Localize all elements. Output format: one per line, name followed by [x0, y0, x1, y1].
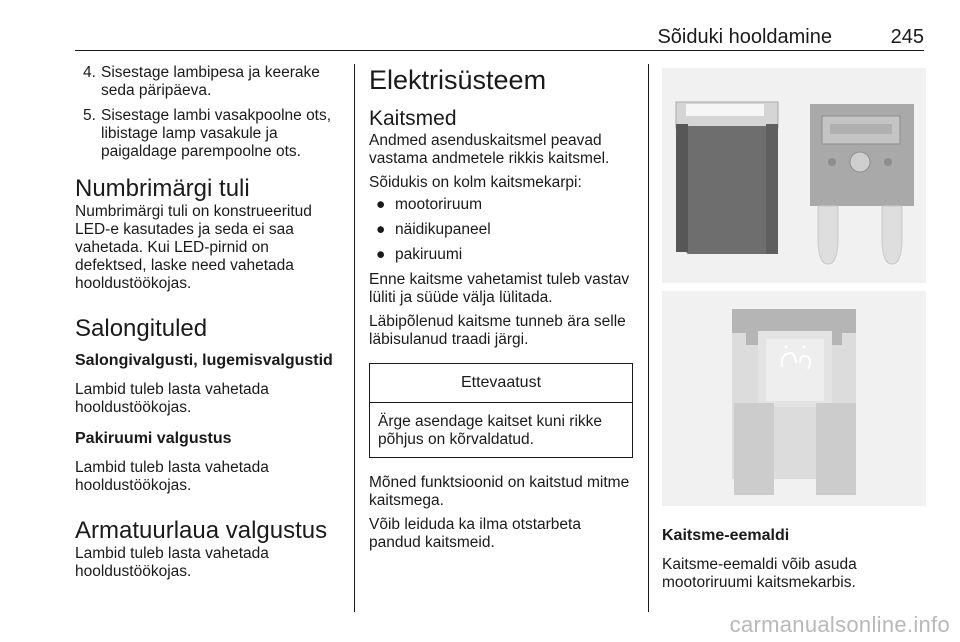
heading-salongituled: Salongituled [75, 315, 208, 342]
page-number: 245 [890, 26, 924, 48]
column-middle [369, 64, 635, 552]
section-title: Sõiduki hooldamine [657, 26, 832, 48]
steps-list [75, 64, 343, 161]
warning-text: Ärge asendage kaitset kuni rikke põhjus on kõrvaldatud. [378, 413, 603, 448]
heading-kaitsmed: Kaitsmed [369, 107, 457, 130]
column-left [75, 64, 343, 581]
subheading-pakiruumi: Pakiruumi valgustus [75, 430, 232, 447]
subheading-salongivalgusti: Salongivalgusti, lugemisvalgustid [75, 352, 333, 369]
paragraph: Lambid tuleb lasta vahetada hooldustöökojas. [75, 459, 269, 494]
paragraph: Sõidukis on kolm kaitsmekarpi: [369, 174, 582, 191]
list-item: ● näidikupaneel [376, 221, 491, 238]
heading-kaitsme-eemaldi: Kaitsme-eemaldi [662, 527, 790, 544]
heading-elektrisusteem: Elektrisüsteem [369, 65, 547, 95]
fusebox-list [369, 196, 635, 264]
paragraph: Kaitsme-eemaldi võib asuda mootoriruumi kaitsmekarbis. [662, 556, 857, 591]
paragraph: Võib leiduda ka ilma otstarbeta pandud kaitsmeid. [369, 516, 581, 551]
watermark: carmanualsonline.info [729, 612, 950, 637]
heading-numbrimargi: Numbrimärgi tuli [75, 175, 250, 202]
warning-title: Ettevaatust [370, 364, 632, 403]
paragraph: Mõned funktsioonid on kaitstud mitme kaitsmega. [369, 474, 630, 509]
list-item: 4. Sisestage lambipesa ja keerake seda päripäeva. [83, 64, 320, 99]
mini-fuse-illustration [810, 104, 914, 264]
paragraph: Lambid tuleb lasta vahetada hooldustöökojas. [75, 381, 269, 416]
paragraph: Andmed asenduskaitsmel peavad vastama andmetele rikkis kaitsmel. [369, 132, 610, 167]
page-header [75, 22, 924, 51]
fuse-types-illustration [662, 68, 926, 283]
list-item: 5. Sisestage lambi vasakpoolne ots, libistage lamp vasakule ja paigaldage parempoolne ots. [83, 107, 332, 160]
column-right [662, 64, 926, 592]
column-divider [354, 64, 355, 612]
list-item: ● mootoriruum [376, 196, 482, 213]
list-item: ● pakiruumi [376, 246, 463, 263]
warning-box [369, 363, 633, 458]
column-divider [648, 64, 649, 612]
heading-armatuurlaud: Armatuurlaua valgustus [75, 517, 328, 544]
blown-fuse-illustration [662, 291, 926, 506]
paragraph: Läbipõlenud kaitsme tunneb ära selle läbisulanud traadi järgi. [369, 313, 626, 348]
paragraph: Lambid tuleb lasta vahetada hooldustöökojas. [75, 545, 269, 580]
paragraph: Numbrimärgi tuli on konstrueeritud LED-e kasutades ja seda ei saa vahetada. Kui LED-pirnid on defektsed, laske need vahetada hooldustöökojas. [75, 203, 312, 292]
maxi-fuse-illustration [676, 102, 778, 254]
paragraph: Enne kaitsme vahetamist tuleb vastav lüliti ja süüde välja lülitada. [369, 271, 630, 306]
